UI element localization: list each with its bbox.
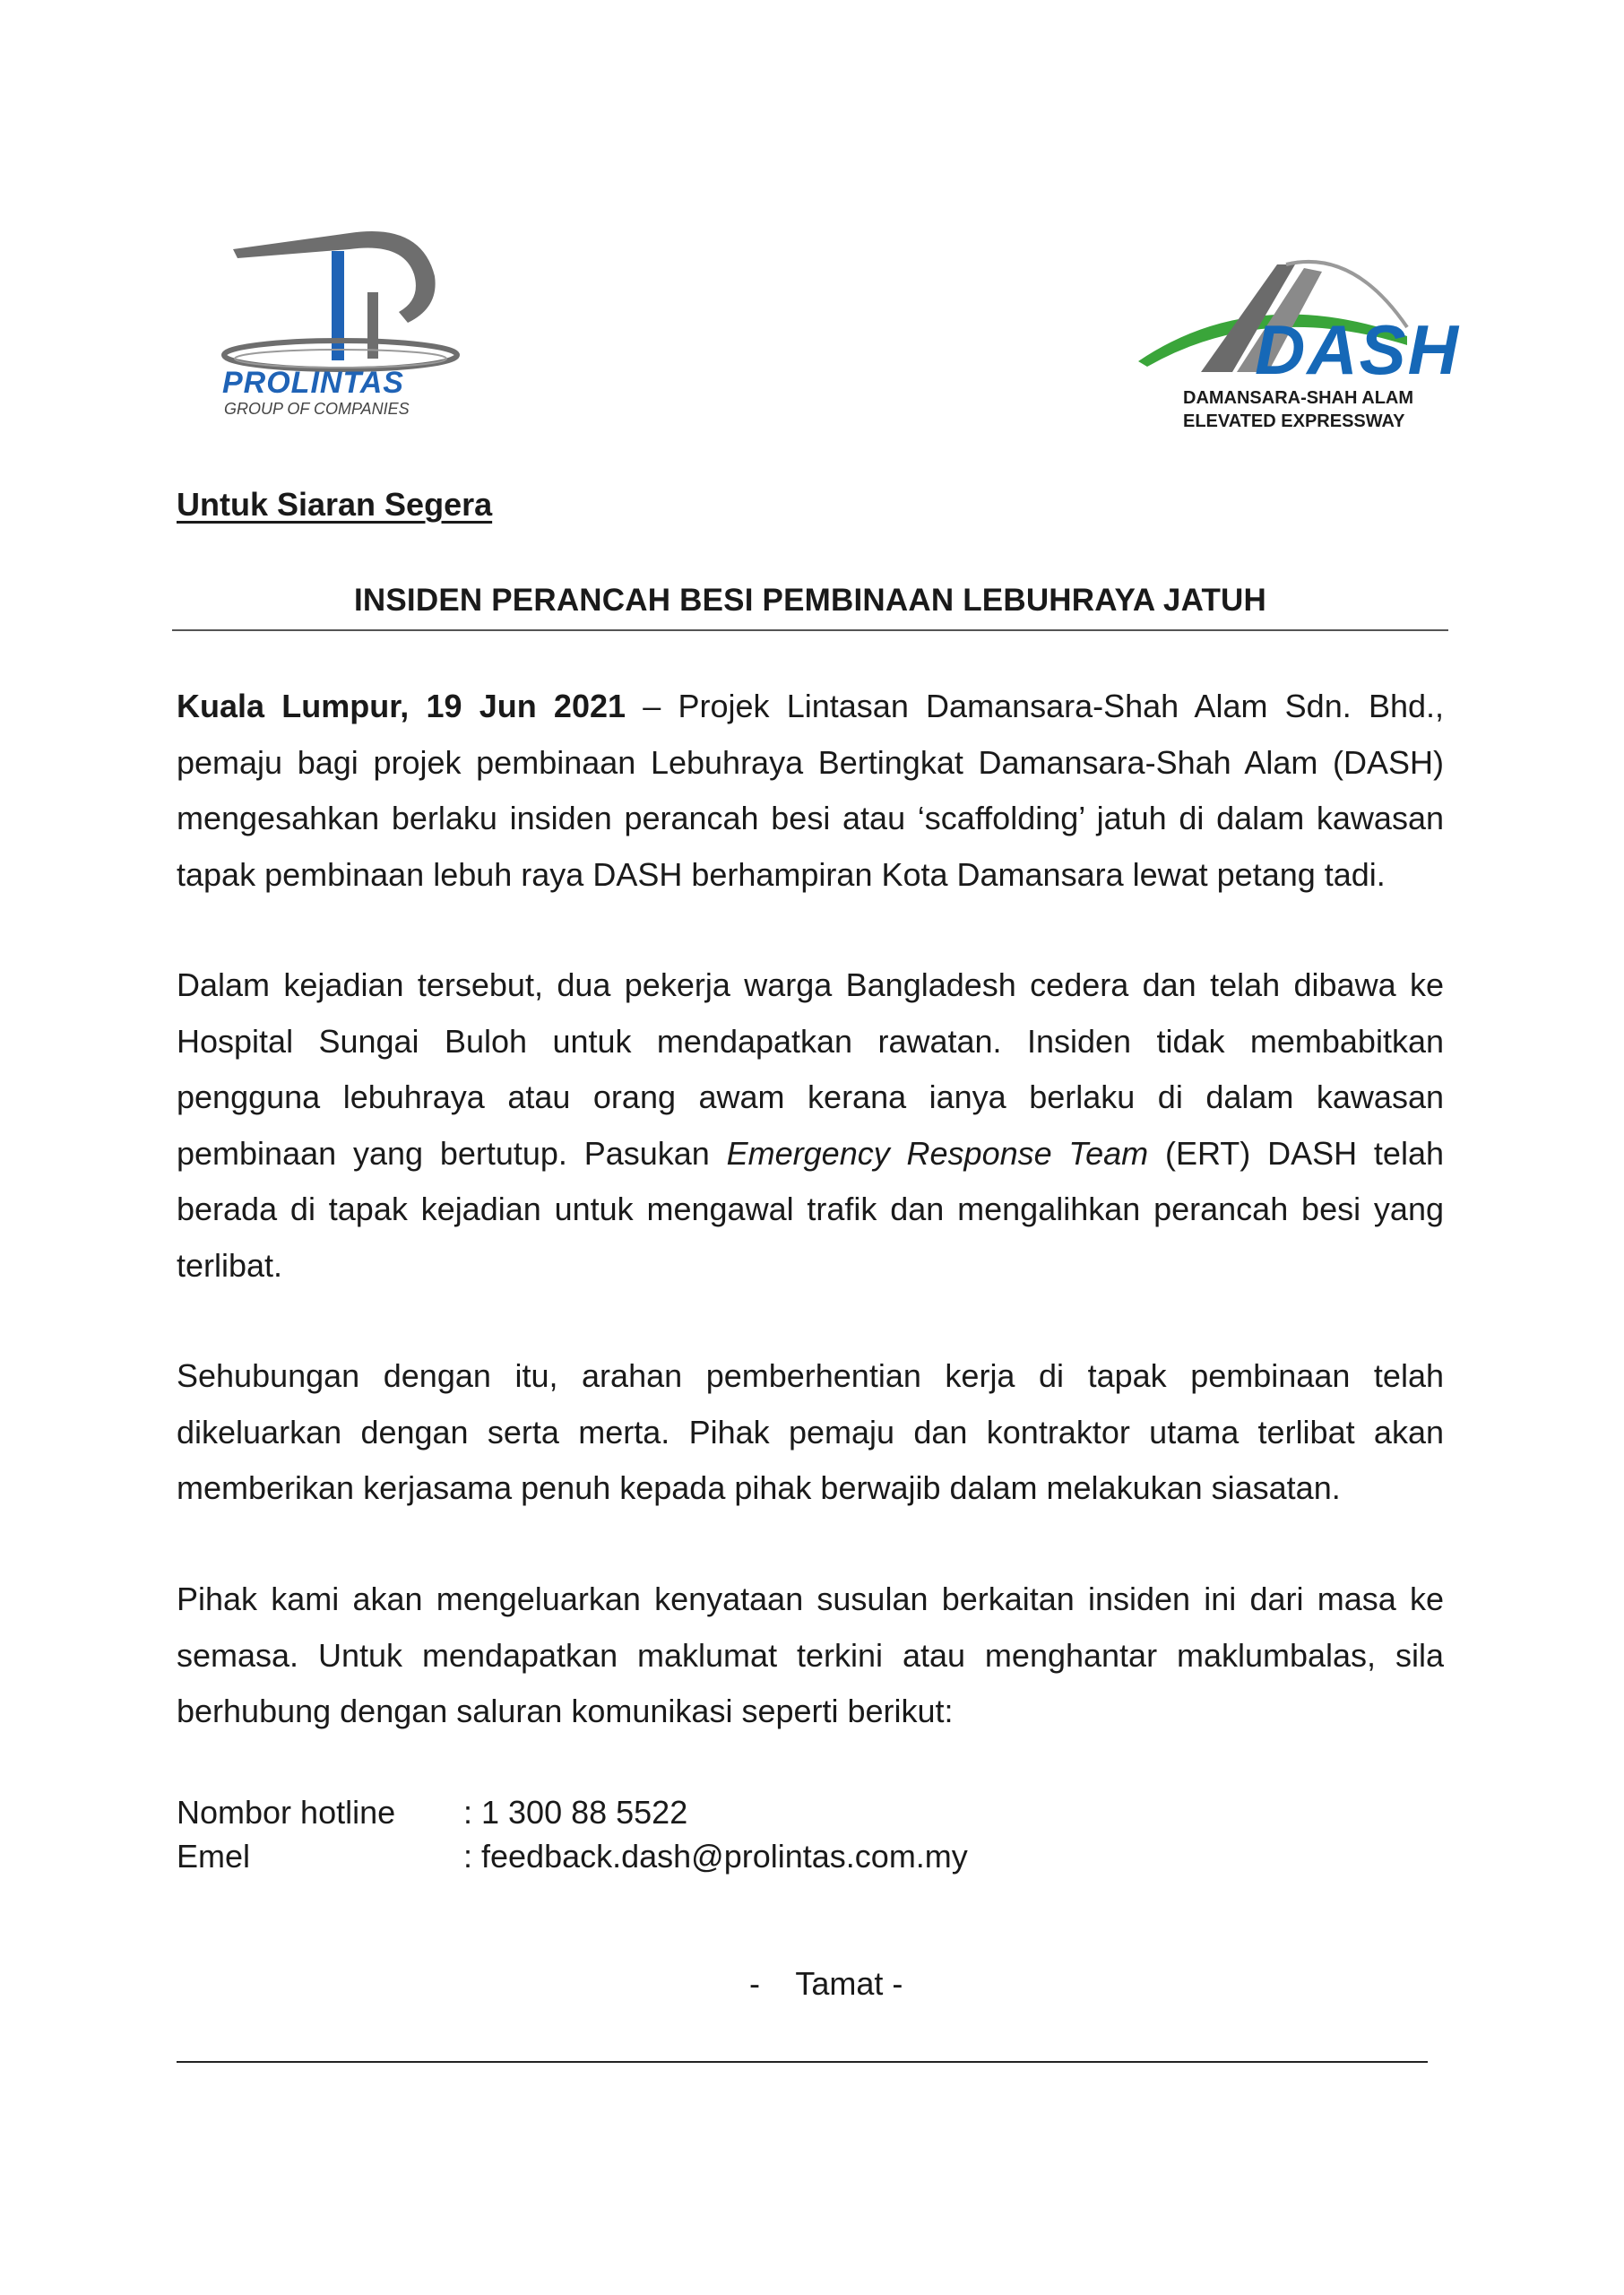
end-mark: - Tamat - (749, 1965, 903, 2002)
prolintas-logo (215, 222, 466, 429)
dash-subtitle-line1: DAMANSARA-SHAH ALAM (1183, 388, 1414, 408)
paragraph-2-text-before: Dalam kejadian tersebut, dua pekerja warga Bangladesh cedera dan telah dibawa ke Hospital Sungai Buloh untuk mendapatkan rawatan. Insiden tidak membabitkan pengguna lebuhraya atau orang awam kerana ianya berlaku di dalam kawasan pembinaan yang bertutup. Pasukan (177, 966, 1444, 1172)
prolintas-tagline: GROUP OF COMPANIES (224, 400, 410, 418)
paragraph-3: Sehubungan dengan itu, arahan pemberhentian kerja di tapak pembinaan telah dikeluarkan dengan serta merta. Pihak pemaju dan kontraktor utama terlibat akan memberikan kerjasama penuh kepada pihak berwajib dalam melakukan siasatan. (177, 1357, 1444, 1506)
dash-wordmark: DASH (1255, 310, 1461, 389)
contact-row-hotline (177, 1790, 968, 1834)
prolintas-emblem-icon (215, 222, 466, 384)
prolintas-wordmark: PROLINTAS (222, 366, 404, 400)
dash-logo (1138, 255, 1461, 444)
contact-value: : feedback.dash@prolintas.com.my (463, 1838, 968, 1875)
contact-list (177, 1790, 968, 1878)
paragraph-2 (177, 957, 1444, 1294)
contact-label: Nombor hotline (177, 1794, 396, 1831)
paragraph-1 (177, 679, 1444, 903)
dash-subtitle-line2: ELEVATED EXPRESSWAY (1183, 411, 1405, 431)
dateline: Kuala Lumpur, 19 Jun 2021 (177, 688, 626, 724)
paragraph-2-italic: Emergency Response Team (726, 1134, 1149, 1172)
bottom-divider (177, 2061, 1428, 2063)
headline-divider (172, 629, 1448, 631)
headline: INSIDEN PERANCAH BESI PEMBINAAN LEBUHRAYA JATUH (353, 583, 1267, 618)
contact-value: : 1 300 88 5522 (463, 1794, 688, 1831)
contact-row-email (177, 1834, 968, 1878)
paragraph-2-text-after: (ERT) DASH telah berada di tapak kejadian untuk mengawal trafik dan mengalihkan perancah besi yang terlibat. (177, 1134, 1444, 1284)
paragraph-4: Pihak kami akan mengeluarkan kenyataan susulan berkaitan insiden ini dari masa ke semasa. Untuk mendapatkan maklumat terkini atau menghantar maklumbalas, sila berhubung dengan saluran komunikasi seperti berikut: (177, 1581, 1444, 1729)
release-label: Untuk Siaran Segera (177, 486, 493, 523)
paragraph-1-text: – Projek Lintasan Damansara-Shah Alam Sdn. Bhd., pemaju bagi projek pembinaan Lebuhraya Bertingkat Damansara-Shah Alam (DASH) mengesahkan berlaku insiden perancah besi atau ‘scaffolding’ jatuh di dalam kawasan tapak pembinaan lebuh raya DASH berhampiran Kota Damansara lewat petang tadi. (177, 688, 1445, 893)
contact-label: Emel (177, 1838, 251, 1875)
